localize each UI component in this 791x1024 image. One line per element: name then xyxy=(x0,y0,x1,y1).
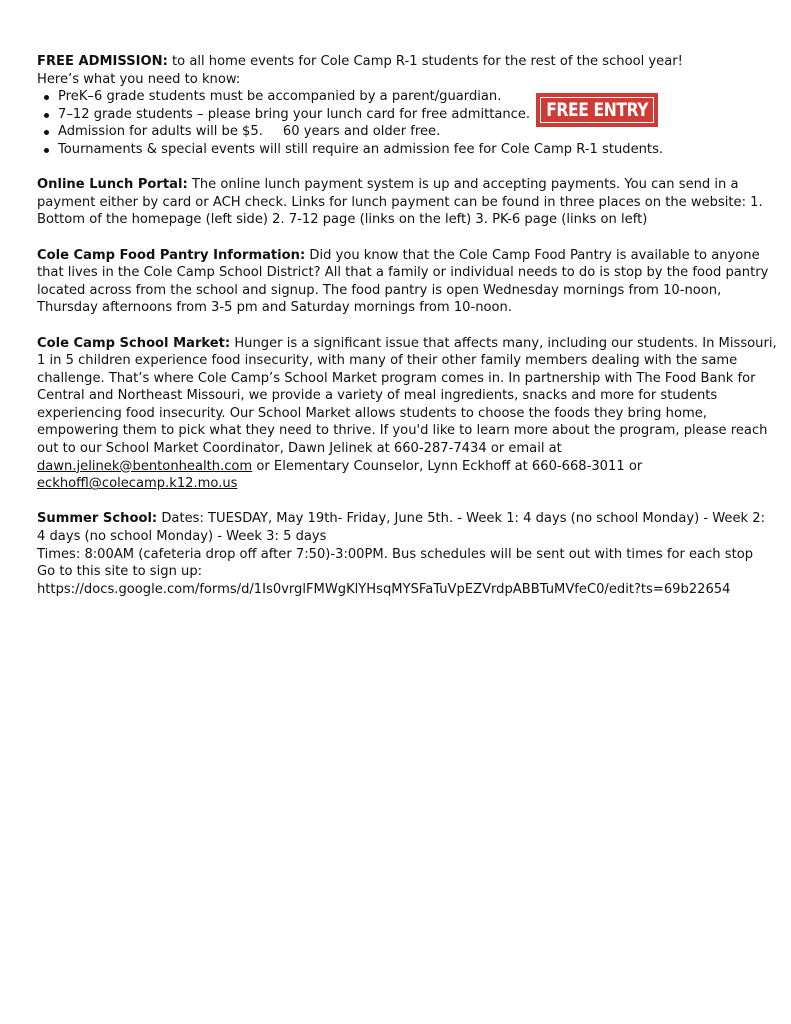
summer-school-dates-text: Dates: TUESDAY, May 19th- Friday, June 5th. - Week 1: 4 days (no school Monday) - Week 2: 4 days (no school Monday) - Week 3: 5 days xyxy=(37,511,766,545)
coordinator-email-link[interactable]: dawn.jelinek@bentonhealth.com xyxy=(37,458,253,474)
list-item xyxy=(58,123,777,141)
summer-school-heading: Summer School: xyxy=(37,511,158,527)
school-market-section xyxy=(37,335,777,493)
free-admission-section xyxy=(37,53,777,159)
bullet-text: Tournaments & special events will still require an admission fee for Cole Camp R-1 students. xyxy=(58,141,664,157)
free-admission-intro-text: to all home events for Cole Camp R-1 students for the rest of the school year! xyxy=(167,54,683,69)
lunch-portal-body: The online lunch payment system is up and accepting payments. You can send in a payment either by card or ACH check. Links for lunch payment can be found in three places on the website: 1. Bottom of the homepage (left side) 2. 7-12 page (links on the left) 3. PK-6 page (links on left) xyxy=(37,177,763,228)
bullet-text: 7–12 grade students – please bring your lunch card for free admittance. xyxy=(58,106,531,122)
summer-school-signup: Go to this site to sign up: xyxy=(37,564,203,580)
summer-school-dates xyxy=(37,510,777,545)
school-market-mid: or Elementary Counselor, Lynn Eckhoff at 660-668-3011 or xyxy=(252,458,643,474)
food-pantry-paragraph xyxy=(37,247,777,317)
summer-school-url: https://docs.google.com/forms/d/1Is0vrglFMWgKlYHsqMYSFaTuVpEZVrdpABBTuMVfeC0/edit?ts=69b22654 xyxy=(37,581,731,597)
lunch-portal-paragraph xyxy=(37,176,777,229)
school-market-body: Hunger is a significant issue that affects many, including our students. In Missouri, 1 in 5 children experience food insecurity, with many of their other family members dealing with the same challenge. That’s where Cole Camp’s School Market program comes in. In partnership with The Food Bank for Central and Northeast Missouri, we provide a variety of meal ingredients, snacks and more for students experiencing food insecurity. Our School Market allows students to choose the foods they bring home, empowering them to pick what they need to thrive. If you'd like to learn more about the program, please reach out to our School Market Coordinator, Dawn Jelinek at 660-287-7434 or email at xyxy=(37,335,777,457)
bullet-text: PreK–6 grade students must be accompanied by a parent/guardian. xyxy=(58,89,502,105)
bullet-text: Admission for adults will be $5. xyxy=(58,124,263,140)
free-admission-intro xyxy=(37,53,777,71)
list-item xyxy=(58,141,777,159)
summer-school-times: Times: 8:00AM (cafeteria drop off after 7:50)-3:00PM. Bus schedules will be sent out with times for each stop xyxy=(37,546,754,562)
free-admission-lead: Here’s what you need to know: xyxy=(37,71,241,87)
food-pantry-section xyxy=(37,247,777,317)
newsletter-content xyxy=(37,53,777,616)
counselor-email-link[interactable]: eckhoffl@colecamp.k12.mo.us xyxy=(37,476,238,492)
list-item xyxy=(58,106,777,124)
free-admission-heading: FREE ADMISSION: xyxy=(37,54,168,69)
lunch-portal-heading: Online Lunch Portal: xyxy=(37,177,188,193)
badge-text: FREE ENTRY xyxy=(546,99,648,121)
food-pantry-heading: Cole Camp Food Pantry Information: xyxy=(37,247,306,263)
admission-bullet-list xyxy=(37,88,777,158)
lunch-portal-section xyxy=(37,176,777,229)
seniors-free-text: 60 years and older free. xyxy=(282,124,441,140)
food-pantry-body: Did you know that the Cole Camp Food Pantry is available to anyone that lives in the Cole Camp School District? All that a family or individual needs to do is stop by the food pantry located across from the school and signup. The food pantry is open Wednesday mornings from 10-noon, Thursday afternoons from 3-5 pm and Saturday mornings from 10-noon. xyxy=(37,247,769,316)
summer-school-section xyxy=(37,510,777,598)
list-item xyxy=(58,88,777,106)
school-market-paragraph xyxy=(37,335,777,493)
school-market-heading: Cole Camp School Market: xyxy=(37,335,231,351)
